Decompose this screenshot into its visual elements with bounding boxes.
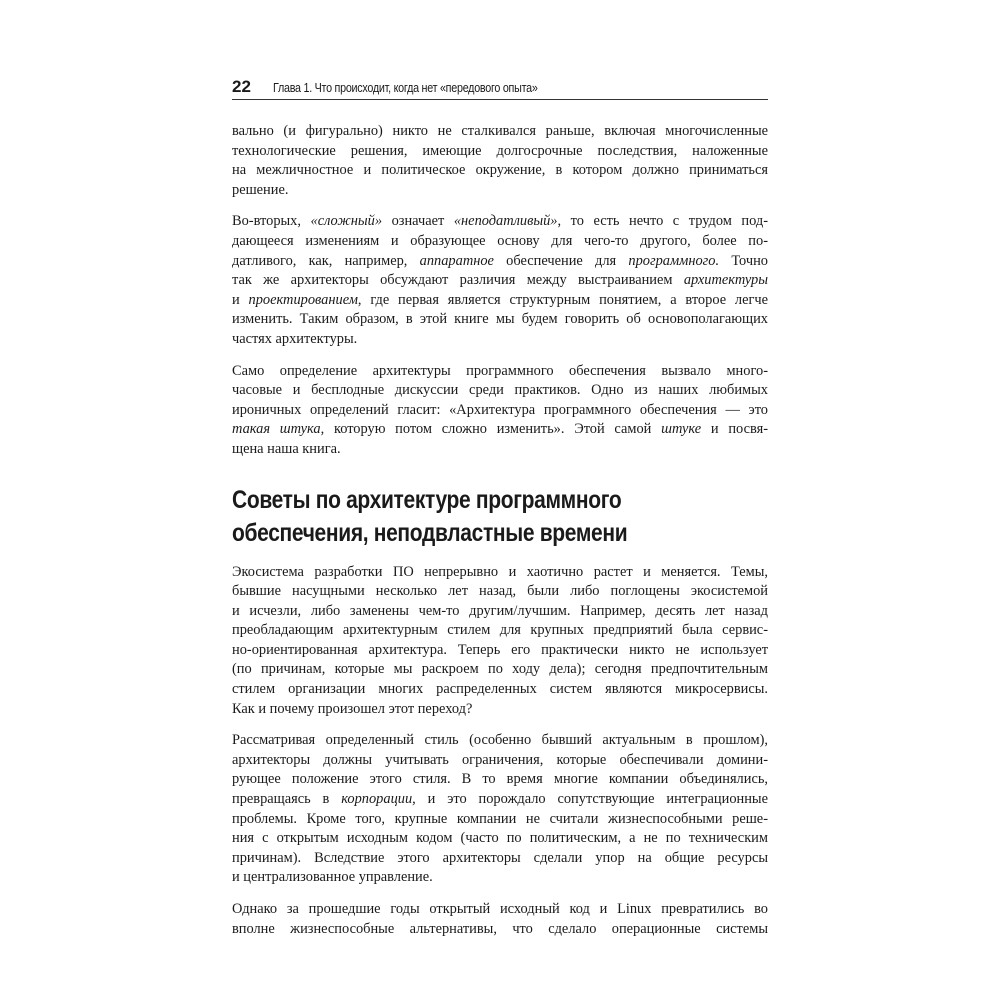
text-line: часовые и бесплодные дискуссии среди практиков. Одно из наших любимых (232, 382, 768, 399)
text-line: на межличностное и политическое окружение, в котором должно приниматься (232, 162, 768, 179)
text-line: превращаясь в корпорации, и это порождало сопутствующие интеграционные (232, 791, 768, 808)
italic-term: архитектуры (683, 272, 768, 289)
section-heading (232, 484, 770, 550)
text-line: дающееся изменениям и образующее основу для чего-то другого, более по- (232, 232, 768, 249)
text-line: так же архитекторы обсуждают различия между выстраиванием архитектуры (232, 272, 768, 289)
running-title: Глава 1. Что происходит, когда нет «передового опыта» (272, 80, 538, 95)
text-line: Однако за прошедшие годы открытый исходный код и Linux превратились во (232, 901, 768, 917)
text-line: вполне жизнеспособные альтернативы, что сделало операционные системы (232, 920, 768, 937)
italic-term: такая штука (232, 421, 321, 438)
running-header (232, 70, 768, 100)
page-number: 22 (232, 77, 251, 96)
paragraph-gap (232, 200, 768, 212)
text-line: технологические решения, имеющие долгосрочные последствия, наложенные (232, 142, 768, 159)
italic-term: «сложный» (310, 213, 383, 230)
text-line: Само определение архитектуры программного обеспечения вызвало много- (232, 362, 768, 379)
text-line: решение. (232, 181, 289, 198)
italic-term: штуке (661, 421, 702, 438)
body-paragraph (232, 362, 768, 460)
text-line: и проектированием, где первая является структурным понятием, а второе легче (232, 291, 768, 308)
text-line: рующее положение этого стиля. В то время многие компании объединялись, (232, 771, 768, 788)
text-line: Как и почему произошел этот переход? (232, 700, 473, 717)
section-heading-line: обеспечения, неподвластные времени (232, 518, 628, 547)
body-paragraph (232, 563, 768, 720)
text-line: ироничных определений гласит: «Архитектура программного обеспечения — это (232, 401, 768, 418)
text-line: (по причинам, которые мы раскроем по ходу дела); сегодня предпочтительным (232, 661, 768, 678)
italic-term: «неподатливый» (453, 213, 558, 230)
text-line: Экосистема разработки ПО непрерывно и хаотично растет и меняется. Темы, (232, 563, 768, 580)
paragraph-gap (232, 350, 768, 362)
text-line: преобладающим архитектурным стилем для крупных предприятий была сервис- (232, 622, 768, 639)
text-line: изменить. Таким образом, в этой книге мы будем говорить об основополагающих (232, 311, 768, 328)
text-line: датливого, как, например, аппаратное обеспечение для программного. Точно (232, 252, 768, 269)
paragraph-gap (232, 888, 768, 900)
text-line: и исчезли, либо заменены чем-то другим/лучшим. Например, десять лет назад (232, 602, 768, 619)
paragraph-gap (232, 719, 768, 731)
text-line: и централизованное управление. (232, 869, 433, 886)
body-paragraph (232, 212, 768, 349)
body-paragraph (232, 900, 768, 939)
text-line: стилем организации многих распределенных систем являются микросервисы. (232, 681, 768, 698)
italic-term: проектированием (248, 291, 358, 308)
intro-paragraphs (232, 122, 768, 460)
text-line: ния с открытым исходным кодом (часто по политическим, а не по техническим (232, 830, 768, 847)
section-heading-line: Советы по архитектуре программного (232, 485, 622, 514)
text-line: причинам). Вследствие этого архитекторы сделали упор на общие ресурсы (232, 849, 768, 866)
text-line: щена наша книга. (232, 440, 341, 457)
italic-term: программного. (628, 252, 720, 269)
italic-term: корпорации (341, 791, 413, 808)
text-line: вально (и фигурально) никто не сталкивался раньше, включая многочисленные (232, 123, 768, 139)
body-paragraph (232, 122, 768, 200)
text-line: проблемы. Кроме того, крупные компании не считали жизнеспособными реше- (232, 810, 768, 827)
text-line: такая штука, которую потом сложно изменить». Этой самой штуке и посвя- (232, 421, 768, 438)
text-line: частях архитектуры. (232, 330, 358, 347)
text-line: бывшие насущными несколько лет назад, были либо поглощены экосистемой (232, 583, 768, 600)
text-line: архитекторы должны учитывать ограничения, которые обеспечивали домини- (232, 751, 768, 768)
text-line: Рассматривая определенный стиль (особенно бывший актуальным в прошлом), (232, 732, 768, 749)
section-paragraphs (232, 563, 768, 940)
text-line: но-ориентированная архитектура. Теперь его практически никто не использует (232, 641, 768, 658)
italic-term: аппаратное (419, 252, 494, 269)
text-line: Во-вторых, «сложный» означает «неподатливый», то есть нечто с трудом под- (232, 213, 768, 230)
body-paragraph (232, 731, 768, 888)
page-body (232, 122, 768, 939)
